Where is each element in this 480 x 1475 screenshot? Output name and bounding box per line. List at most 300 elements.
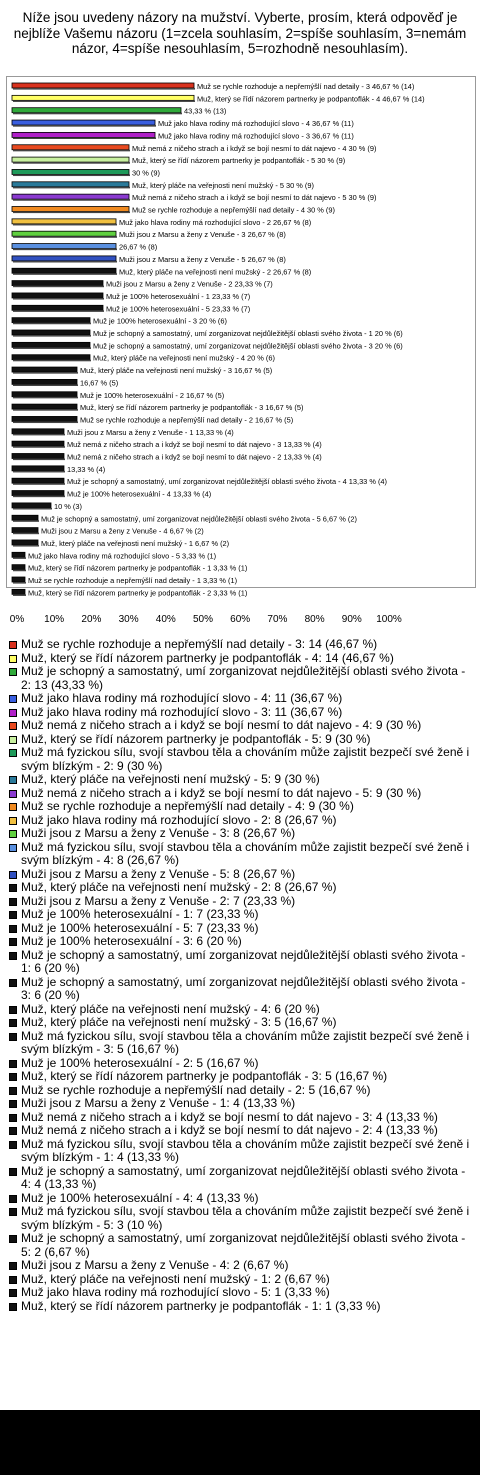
bar-group [12,119,354,128]
legend-swatch [9,1006,17,1014]
legend-item [8,1070,474,1084]
legend-swatch [9,1073,17,1081]
bar [12,145,129,150]
bar-group [12,378,118,387]
bar-label: Muži jsou z Marsu a ženy z Venuše - 3 26,67 % (8) [119,230,286,240]
bar-shadow [13,100,195,102]
legend-text: Muž je 100% heterosexuální - 1: 7 (23,33 %) [21,907,259,921]
bar [12,367,77,372]
legend-swatch [9,1276,17,1284]
bar [12,244,116,249]
legend-item [8,1138,474,1165]
bar-group [12,502,82,511]
legend-text: Muž je schopný a samostatný, umí zorganizovat nejdůležitější oblasti svého života - 2: 13 (43,33 %) [21,664,466,692]
bar-label: Muž je 100% heterosexuální - 5 23,33 % (7) [105,304,251,314]
bar-group [12,131,354,140]
bar [12,293,103,298]
bar-label: Muž jako hlava rodiny má rozhodující slovo - 4 36,67 % (11) [158,119,354,129]
bar [12,256,116,261]
legend-swatch [9,871,17,879]
bar [12,132,155,137]
bar-group [12,292,250,301]
bar-label: Muž je schopný a samostatný, umí zorganizovat nejdůležitější oblasti svého života - 4 13,33 % (4) [66,477,388,487]
bar-shadow [13,187,130,189]
legend-swatch [9,830,17,838]
bar-group [12,341,403,350]
bar-label: Muži jsou z Marsu a ženy z Venuše - 1 13,33 % (4) [66,427,234,437]
bar-label: Muž je schopný a samostatný, umí zorganizovat nejdůležitější oblasti svého života - 5 6,67 % (2) [41,514,357,524]
legend-item [8,1192,474,1206]
bar-label: Muž jako hlava rodiny má rozhodující slovo - 3 36,67 % (11) [158,131,354,141]
legend-text: Muž, který pláče na veřejnosti není mužský - 2: 8 (26,67 %) [21,880,337,894]
bar [12,491,64,496]
bar [12,416,77,421]
legend [8,638,474,1313]
bar-label: Muž se rychle rozhoduje a nepřemýšlí nad detaily - 1 3,33 % (1) [27,576,238,585]
bar-shadow [13,347,91,349]
bar-label: Muž je 100% heterosexuální - 1 23,33 % (7) [105,291,251,301]
bar-label: Muž nemá z ničeho strach a i když se bojí nesmí to dát najevo - 4 30 % (9) [132,143,377,153]
legend-text: Muži jsou z Marsu a ženy z Venuše - 3: 8 (26,67 %) [21,826,296,840]
bar-group [12,354,275,363]
legend-item [8,1097,474,1111]
bar [12,120,155,125]
legend-item [8,800,474,814]
bar-shadow [13,323,91,325]
bar-label: Muž, který se řídí názorem partnerky je podpantoflák - 2 3,33 % (1) [27,588,248,598]
bar-label: Muž, který se řídí názorem partnerky je podpantoflák - 1 3,33 % (1) [27,563,248,573]
legend-text: Muž je schopný a samostatný, umí zorganizovat nejdůležitější oblasti svého života - 1: 6 (20 %) [21,947,466,975]
legend-swatch [9,1235,17,1243]
bar-label: Muž nemá z ničeho strach a i když se bojí nesmí to dát najevo - 2 13,33 % (4) [66,452,322,462]
bar-shadow [13,459,65,461]
legend-swatch [9,1195,17,1203]
bar-shadow [13,335,91,337]
bar-group [12,539,229,548]
legend-text: Muž, který pláče na veřejnosti není mužský - 5: 9 (30 %) [21,772,320,786]
legend-item [8,773,474,787]
bar-label: 16,67 % (5) [80,378,119,388]
legend-text: Muž nemá z ničeho strach a i když se bojí nesmí to dát najevo - 3: 4 (13,33 %) [21,1109,438,1124]
bar-shadow [13,483,65,485]
bar [12,540,38,545]
legend-text: Muž, který se řídí názorem partnerky je podpantoflák - 1: 1 (3,33 %) [21,1298,381,1313]
bar-label: Muž, který pláče na veřejnosti není mužský - 3 16,67 % (5) [80,366,273,376]
legend-item [8,1084,474,1098]
x-axis [0,614,480,628]
bar-shadow [13,434,65,436]
legend-text: Muž, který se řídí názorem partnerky je podpantoflák - 5: 9 (30 %) [21,731,371,746]
legend-item [8,1165,474,1192]
legend-item [8,908,474,922]
legend-swatch [9,911,17,919]
legend-item [8,746,474,773]
bar [12,552,25,557]
bar [12,429,64,434]
bar-group [12,82,414,91]
bar [12,589,25,594]
legend-swatch [9,695,17,703]
bar-shadow [13,137,156,139]
legend-swatch [9,776,17,784]
legend-swatch [9,1262,17,1270]
bar [12,454,64,459]
legend-swatch [9,817,17,825]
bar [12,379,77,384]
bar [12,355,90,360]
legend-swatch [9,803,17,811]
legend-text: Muž má fyzickou sílu, svojí stavbou těla a chováním může zajistit bezpečí své ženě i svým blízkým - 4: 8 (26,67 %) [21,839,470,867]
legend-item [8,1057,474,1071]
legend-item [8,922,474,936]
x-tick-label: 20% [81,614,102,625]
bar [12,441,64,446]
bar-group [12,551,216,560]
legend-swatch [9,1060,17,1068]
legend-text: Muž je 100% heterosexuální - 2: 5 (16,67 %) [21,1055,259,1070]
bar-shadow [13,594,26,596]
legend-text: Muž jako hlava rodiny má rozhodující slovo - 2: 8 (26,67 %) [21,812,337,827]
bar-shadow [13,88,195,90]
legend-text: Muž jako hlava rodiny má rozhodující slovo - 3: 11 (36,67 %) [21,704,343,719]
legend-text: Muž má fyzickou sílu, svojí stavbou těla a chováním může zajistit bezpečí své ženě i svým blízkým - 1: 4 (13,33 %) [21,1136,470,1164]
legend-swatch [9,709,17,717]
bar [12,207,129,212]
bar-label: Muž se rychle rozhoduje a nepřemýšlí nad detaily - 2 16,67 % (5) [80,415,294,425]
x-tick-label: 100% [376,614,402,625]
legend-item [8,1232,474,1259]
legend-swatch [9,844,17,852]
legend-text: Muž, který pláče na veřejnosti není mužský - 4: 6 (20 %) [21,1001,320,1016]
bar [12,565,25,570]
bar-label: Muži jsou z Marsu a ženy z Venuše - 5 26,67 % (8) [119,254,286,264]
legend-item [8,1300,474,1314]
legend-swatch [9,1087,17,1095]
legend-item [8,976,474,1003]
bar-label: Muž je 100% heterosexuální - 2 16,67 % (5) [80,390,225,400]
legend-swatch [9,979,17,987]
legend-swatch [9,1141,17,1149]
bar-group [12,391,224,400]
bar [12,466,64,471]
legend-item [8,841,474,868]
legend-item [8,827,474,841]
bar [12,169,129,174]
bar [12,305,103,310]
legend-item [8,692,474,706]
bar-label: Muž se rychle rozhoduje a nepřemýšlí nad detaily - 3 46,67 % (14) [197,82,415,91]
legend-swatch [9,641,17,649]
bar [12,194,129,199]
bar-label: Muž, který se řídí názorem partnerky je podpantoflák - 3 16,67 % (5) [80,403,304,413]
bar-group [12,403,303,412]
legend-item [8,881,474,895]
bar-label: Muž nemá z ničeho strach a i když se bojí nesmí to dát najevo - 3 13,33 % (4) [66,440,322,450]
bar-shadow [13,199,130,201]
bar-shadow [13,249,117,251]
legend-text: Muži jsou z Marsu a ženy z Venuše - 1: 4 (13,33 %) [21,1096,296,1110]
legend-text: Muž se rychle rozhoduje a nepřemýšlí nad detaily - 4: 9 (30 %) [21,799,354,813]
bar-group [12,490,211,499]
legend-swatch [9,1208,17,1216]
bar-shadow [13,557,26,559]
legend-swatch [9,790,17,798]
bar-label: 10 % (3) [54,501,82,511]
bar-group [12,206,335,215]
legend-item [8,787,474,801]
legend-item [8,1273,474,1287]
bar-group [12,428,234,437]
legend-item [8,1259,474,1273]
bar-group [12,243,157,252]
bar-shadow [13,372,78,374]
bar-label: Muž, který se řídí názorem partnerky je podpantoflák - 5 30 % (9) [132,156,346,166]
legend-item [8,814,474,828]
bar-group [12,230,286,239]
bar-group [12,280,273,289]
legend-text: Muž je 100% heterosexuální - 5: 7 (23,33 %) [21,920,259,935]
legend-text: Muž, který se řídí názorem partnerky je podpantoflák - 3: 5 (16,67 %) [21,1069,388,1083]
bar-group [12,317,227,326]
legend-item [8,1003,474,1017]
bar-group [12,218,311,227]
legend-swatch [9,1168,17,1176]
bar-shadow [13,162,130,164]
x-tick-label: 40% [155,614,176,625]
bar [12,108,181,113]
bar [12,157,129,162]
legend-text: Muž, který pláče na veřejnosti není mužský - 1: 2 (6,67 %) [21,1271,330,1286]
bar-group [12,144,376,153]
legend-swatch [9,668,17,676]
legend-text: Muž nemá z ničeho strach a i když se bojí nesmí to dát najevo - 5: 9 (30 %) [21,785,422,800]
bar-label: Muž nemá z ničeho strach a i když se bojí nesmí to dát najevo - 5 30 % (9) [132,193,377,203]
bar-group [12,465,105,474]
bar-group [12,107,226,116]
bar-shadow [13,150,130,152]
bar-group [12,527,204,536]
bar-shadow [13,113,182,115]
bars-svg [7,77,477,598]
bar-shadow [13,582,26,584]
x-tick-label: 60% [230,614,251,625]
bar-group [12,415,293,424]
legend-text: Muž, který pláče na veřejnosti není mužský - 3: 5 (16,67 %) [21,1015,337,1029]
legend-text: Muž jako hlava rodiny má rozhodující slovo - 5: 1 (3,33 %) [21,1285,330,1299]
x-tick-label: 50% [192,614,214,625]
bar [12,330,90,335]
legend-text: Muž je schopný a samostatný, umí zorganizovat nejdůležitější oblasti svého života - 3: 6 (20 %) [21,974,466,1002]
bar-shadow [13,310,104,312]
bar-label: Muži jsou z Marsu a ženy z Venuše - 4 6,67 % (2) [41,526,204,536]
bar-label: 26,67 % (8) [119,242,158,252]
legend-text: Muž se rychle rozhoduje a nepřemýšlí nad detaily - 3: 14 (46,67 %) [21,637,378,651]
bar-shadow [13,212,130,214]
bar-group [12,576,237,585]
bar-label: 43,33 % (13) [183,106,227,116]
legend-text: Muži jsou z Marsu a ženy z Venuše - 2: 7 (23,33 %) [21,893,296,908]
bar-group [12,453,322,462]
bar [12,342,90,347]
legend-swatch [9,1114,17,1122]
bar-shadow [13,236,117,238]
plot-area [6,76,476,598]
bar-group [12,588,247,597]
bar-label: 30 % (9) [132,168,160,178]
legend-text: Muž nemá z ničeho strach a i když se bojí nesmí to dát najevo - 2: 4 (13,33 %) [21,1123,438,1137]
bar-shadow [13,384,78,386]
legend-text: Muž jako hlava rodiny má rozhodující slovo - 4: 11 (36,67 %) [21,691,343,705]
legend-item [8,1016,474,1030]
bar-group [12,267,311,276]
legend-text: Muž má fyzickou sílu, svojí stavbou těla a chováním může zajistit bezpečí své ženě i svým blízkým - 3: 5 (16,67 %) [21,1028,470,1056]
bar-group [12,255,286,264]
legend-swatch [9,1100,17,1108]
bar-shadow [13,360,91,362]
bar-shadow [13,496,65,498]
bar [12,182,129,187]
x-tick-label: 70% [267,614,288,625]
bar-group [12,440,322,449]
legend-item [8,665,474,692]
bar-shadow [13,286,104,288]
legend-item [8,1030,474,1057]
legend-text: Muž má fyzickou sílu, svojí stavbou těla a chováním může zajistit bezpečí své ženě i svým blízkým - 2: 9 (30 %) [21,745,470,773]
legend-item [8,1111,474,1125]
bar-label: Muž, který pláče na veřejnosti není mužský - 1 6,67 % (2) [41,538,230,548]
legend-item [8,706,474,720]
legend-item [8,1286,474,1300]
bar-label: Muž je schopný a samostatný, umí zorganizovat nejdůležitější oblasti svého života - 1 20 % (6) [93,329,403,338]
bar-shadow [13,446,65,448]
bar [12,503,51,508]
legend-item [8,1124,474,1138]
legend-text: Muž je schopný a samostatný, umí zorganizovat nejdůležitější oblasti svého života - 4: 4 (13,33 %) [21,1163,466,1191]
bar [12,478,64,483]
bar-group [12,564,247,573]
bar-shadow [13,174,130,176]
x-tick-label: 10% [44,614,65,625]
legend-swatch [9,1289,17,1297]
legend-item [8,1205,474,1232]
x-tick-label: 80% [304,614,325,625]
legend-swatch [9,1303,17,1311]
bar-group [12,94,425,103]
bar [12,268,116,273]
bar-group [12,366,272,375]
bar-group [12,193,376,202]
legend-item [8,895,474,909]
legend-swatch [9,1033,17,1041]
bar [12,83,194,88]
legend-swatch [9,952,17,960]
legend-swatch [9,925,17,933]
bar-label: Muž jako hlava rodiny má rozhodující slovo - 5 3,33 % (1) [27,551,217,561]
bar-shadow [13,520,39,522]
bar-shadow [13,545,39,547]
bar-shadow [13,533,39,535]
bar-shadow [13,298,104,300]
bar-shadow [13,273,117,275]
bar-shadow [13,224,117,226]
legend-swatch [9,749,17,757]
bar [12,95,194,100]
bar-label: Muži jsou z Marsu a ženy z Venuše - 2 23,33 % (7) [105,279,273,289]
legend-text: Muž se rychle rozhoduje a nepřemýšlí nad detaily - 2: 5 (16,67 %) [21,1082,371,1097]
legend-item [8,652,474,666]
bar-label: Muž je 100% heterosexuální - 4 13,33 % (4) [66,489,212,499]
bar-label: Muž, který pláče na veřejnosti není mužský - 4 20 % (6) [93,353,275,363]
bar-group [12,156,345,165]
bar-label: Muž, který pláče na veřejnosti není mužský - 2 26,67 % (8) [119,267,312,277]
bar-shadow [13,261,117,263]
legend-text: Muž je 100% heterosexuální - 4: 4 (13,33 %) [21,1190,259,1205]
legend-text: Muž, který se řídí názorem partnerky je podpantoflák - 4: 14 (46,67 %) [21,650,394,665]
legend-text: Muži jsou z Marsu a ženy z Venuše - 5: 8 (26,67 %) [21,866,296,881]
legend-swatch [9,722,17,730]
bar [12,231,116,236]
legend-swatch [9,736,17,744]
bar-label: Muž jako hlava rodiny má rozhodující slovo - 2 26,67 % (8) [119,217,312,227]
legend-swatch [9,884,17,892]
legend-text: Muž je 100% heterosexuální - 3: 6 (20 %) [21,934,242,948]
x-tick-label: 30% [118,614,139,625]
legend-item [8,949,474,976]
legend-item [8,733,474,747]
bar [12,281,103,286]
bar [12,392,77,397]
bar-group [12,304,250,313]
bar-label: Muž je 100% heterosexuální - 3 20 % (6) [93,316,227,326]
bar-label: 13,33 % (4) [66,464,106,474]
bar-shadow [13,508,52,510]
bar [12,515,38,520]
bar-shadow [13,421,78,423]
bar [12,528,38,533]
legend-item [8,638,474,652]
bar-label: Muž se rychle rozhoduje a nepřemýšlí nad detaily - 4 30 % (9) [132,205,335,215]
x-tick-label: 90% [341,614,362,625]
legend-swatch [9,1019,17,1027]
bar [12,318,90,323]
bar [12,577,25,582]
x-tick-label: 0% [9,614,25,625]
bar [12,404,77,409]
legend-swatch [9,938,17,946]
bar-shadow [13,125,156,127]
bar-label: Muž, který pláče na veřejnosti není mužský - 5 30 % (9) [132,180,314,190]
bar [12,219,116,224]
bar-group [12,514,357,523]
legend-item [8,935,474,949]
bar-shadow [13,397,78,399]
legend-text: Muž má fyzickou sílu, svojí stavbou těla a chováním může zajistit bezpečí své ženě i svým blízkým - 5: 3 (10 %) [21,1204,470,1232]
chart-title: Níže jsou uvedeny názory na mužství. Vyberte, prosím, která odpověď je nejblíže Vašemu názoru (1=zcela souhlasím, 2=spíše souhlasím, 3=nemám názor, 4=spíše nesouhlasím, 5=rozhodně nesouhlasím). [13,10,467,56]
legend-item [8,719,474,733]
bar-label: Muž je schopný a samostatný, umí zorganizovat nejdůležitější oblasti svého života - 3 20 % (6) [93,341,403,351]
legend-item [8,868,474,882]
bar-shadow [13,471,65,473]
bar-shadow [13,570,26,572]
bar-shadow [13,409,78,411]
legend-text: Muž nemá z ničeho strach a i když se bojí nesmí to dát najevo - 4: 9 (30 %) [21,718,422,732]
legend-swatch [9,1127,17,1135]
legend-swatch [9,898,17,906]
bar-label: Muž, který se řídí názorem partnerky je podpantoflák - 4 46,67 % (14) [197,94,425,104]
bar-group [12,329,403,338]
legend-text: Muž je schopný a samostatný, umí zorganizovat nejdůležitější oblasti svého života - 5: 2 (6,67 %) [21,1231,466,1259]
bar-group [12,181,314,190]
